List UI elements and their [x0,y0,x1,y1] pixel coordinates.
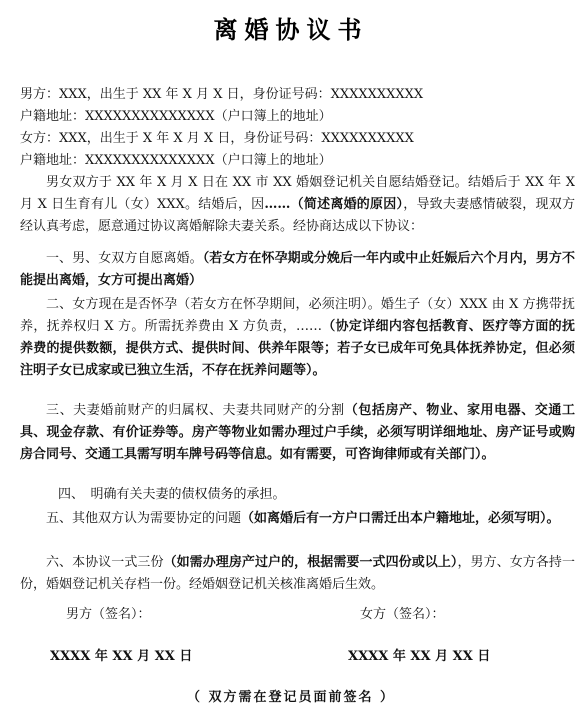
male-signature-label: 男方（签名）： [66,607,151,622]
intro-text: 男女双方于 XX 年 X 月 X 日在 XX 市 XX 婚姻登记机关自愿结婚登记。结婚后于 XX 年 X 月 X 日生育有儿（女）XXX。结婚后，因 [20,175,575,212]
female-signature-label: 女方（签名）： [360,607,445,622]
male-signature-date: XXXX 年 XX 月 XX 日 [50,649,193,664]
clause-5-note: （如离婚后有一方户口需迁出本户籍地址，必须写明）。 [241,511,560,526]
clause-4 [20,484,575,506]
signing-note: （ 双方需在登记员面前签名 ） [186,690,396,705]
clause-2-text: 二、女方现在是否怀孕（若女方在怀孕期间，必须注明）。婚生子（女）XXX 由 X 方携带抚养，抚养权归 X 方。所需抚养费由 X 方负责，…… [20,297,575,334]
clause-1-text: 一、男、女双方自愿离婚。 [46,251,203,266]
clause-2-note: （协定详细内容包括教育、医疗等方面的抚养费的提供数额，提供方式、提供时间、供养年限等；若子女已成年可免具体抚养协定，但必须注明子女已成家或已独立生活，不存在抚养问题等）。 [20,319,575,378]
female-household-address: 户籍地址：XXXXXXXXXXXXXX（户口簿上的地址） [20,153,332,168]
clause-4-text: 四、 明确有关夫妻的债权债务的承担。 [58,487,286,502]
female-signature-date: XXXX 年 XX 月 XX 日 [348,649,491,664]
clause-1-note: （若女方在怀孕期或分娩后一年内或中止妊娠后六个月内，男方不能提出离婚，女方可提出离婚） [20,251,575,288]
clause-5 [20,508,575,530]
clause-1 [20,248,575,292]
clause-3 [20,400,575,466]
clause-6-text-2: ，男方、女方各持一份，婚姻登记机关存档一份。经婚姻登记机关核准离婚后生效。 [20,555,575,592]
clause-3-note: （包括房产、物业、家用电器、交通工具、现金存款、有价证券等。房产等物业如需办理过户手续，必须写明详细地址、房产证号或购房合同号、交通工具需写明车牌号码等信息。如有需要，可咨询律师或有关部门）。 [20,403,575,462]
clause-6 [20,552,575,596]
intro-reason: ……（简述离婚的原因） [264,197,404,212]
intro-text-2: ，导致夫妻感情破裂，现双方经认真考虑，愿意通过协议离婚解除夫妻关系。经协商达成以下协议： [20,197,575,234]
clause-6-text: 六、本协议一式三份 [46,555,164,570]
document-title: 离婚协议书 [213,15,369,44]
clause-3-text: 三、夫妻婚前财产的归属权、夫妻共同财产的分割 [46,403,345,418]
clause-5-text: 五、其他双方认为需要协定的问题 [46,511,242,526]
male-household-address: 户籍地址：XXXXXXXXXXXXXX（户口簿上的地址） [20,109,332,124]
clause-6-note: （如需办理房产过户的，根据需要一式四份或以上） [163,555,458,570]
intro-paragraph [20,172,575,238]
male-party-info: 男方：XXX，出生于 XX 年 X 月 X 日，身份证号码：XXXXXXXXXX [20,87,424,102]
female-party-info: 女方：XXX，出生于 X 年 X 月 X 日，身份证号码：XXXXXXXXXX [20,131,414,146]
clause-2 [20,294,575,382]
